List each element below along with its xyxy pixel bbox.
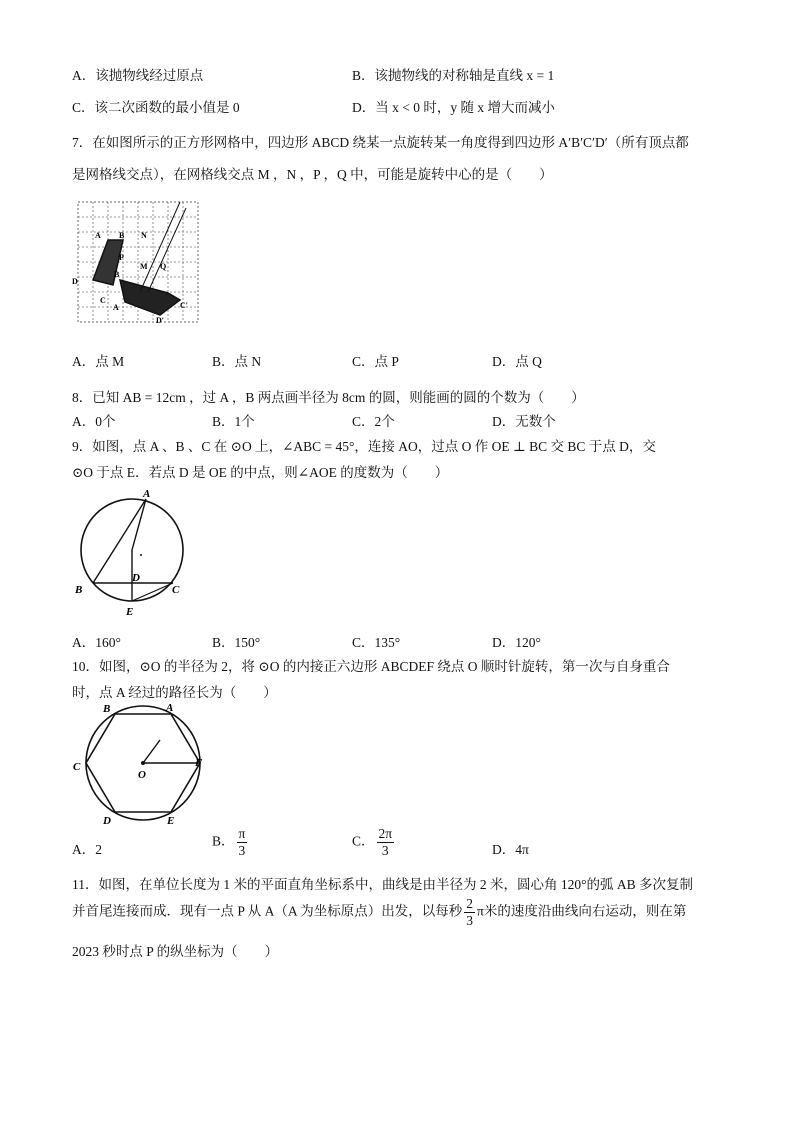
q10-radius-oa-part [143, 740, 160, 763]
q10-label-e: E [167, 815, 175, 825]
q8-option-c: C．2个 [352, 414, 395, 429]
q10-option-c-fraction [377, 826, 395, 859]
q9-option-c: C．135° [352, 635, 401, 650]
q7-option-c: C．点 P [352, 354, 399, 369]
q9-label-b: B [75, 584, 83, 596]
q10-center-dot [141, 761, 145, 765]
q7-label-b: B [119, 231, 125, 240]
q9-label-c: C [172, 584, 180, 596]
q9-center-dot [140, 554, 142, 556]
q7-stem-line2: 是网格线交点），在网格线交点 M ，N ，P ，Q 中，可能是旋转中心的是（ ） [72, 167, 553, 182]
q9-option-d: D．120° [492, 635, 541, 650]
q6-option-a: A．该抛物线经过原点 [72, 68, 204, 83]
q9-stem-line2: ⊙O 于点 E．若点 D 是 OE 的中点，则∠AOE 的度数为（ ） [72, 465, 449, 480]
q7-option-a: A．点 M [72, 354, 125, 369]
q6-option-c: C．该二次函数的最小值是 0 [72, 100, 240, 115]
q10-label-d: D [103, 815, 111, 825]
q10-option-b-den: 3 [238, 843, 246, 858]
q7-figure [70, 200, 202, 325]
q10-option-b-prefix: B． [212, 833, 235, 849]
q7-label-p: P [119, 253, 124, 262]
q9-label-a: A [143, 488, 151, 500]
q10-stem-line1: 10．如图，⊙O 的半径为 2，将 ⊙O 的内接正六边形 ABCDEF 绕点 O 顺时针旋转，第一次与自身重合 [72, 659, 670, 674]
q9-option-b: B．150° [212, 635, 261, 650]
q10-label-a: A [166, 702, 174, 714]
q10-label-c: C [73, 761, 81, 773]
q7-option-d: D．点 Q [492, 354, 542, 369]
q7-label-d: D [72, 277, 78, 286]
q9-stem-line1: 9．如图，点 A 、B 、C 在 ⊙O 上，∠ABC = 45°，连接 AO，过点 O 作 OE ⊥ BC 交 BC 于点 D，交 [72, 439, 656, 454]
q7-label-a: A [95, 231, 101, 240]
q10-option-c-num: 2π [378, 826, 393, 841]
q11-line2-pre: 并首尾连接而成．现有一点 P 从 A（A 为坐标原点）出发，以每秒 [72, 903, 463, 919]
q7-label-c: C [100, 296, 106, 305]
q10-label-b: B [103, 703, 111, 715]
q10-stem-line2: 时，点 A 经过的路径长为（ ） [72, 685, 277, 700]
q9-segment-ba [93, 499, 146, 583]
q10-option-c [352, 826, 396, 859]
q7-label-n: N [141, 231, 147, 240]
q7-label-a-prime: A [113, 303, 119, 312]
q7-option-b: B．点 N [212, 354, 262, 369]
q10-option-b [212, 826, 249, 859]
q11-fraction [464, 896, 475, 929]
q8-option-d: D．无数个 [492, 414, 556, 429]
q9-segment-oa [132, 499, 146, 550]
q7-label-q: Q [160, 262, 167, 271]
q11-stem-line2 [72, 896, 686, 929]
q6-option-d: D．当 x < 0 时，y 随 x 增大而减小 [352, 100, 555, 115]
q10-option-a: A．2 [72, 842, 102, 857]
q11-stem-line3: 2023 秒时点 P 的纵坐标为（ ） [72, 944, 279, 959]
q10-label-f: F [195, 757, 203, 769]
q11-stem-line1: 11．如图，在单位长度为 1 米的平面直角坐标系中，曲线是由半径为 2 米，圆心角 120°的弧 AB 多次复制 [72, 877, 694, 892]
q10-option-d: D．4π [492, 842, 529, 857]
q10-option-c-den: 3 [381, 843, 389, 858]
q11-fraction-num: 2 [466, 896, 474, 911]
q7-label-c-prime: C′ [180, 301, 189, 310]
q9-option-a: A．160° [72, 635, 121, 650]
q11-line2-post: π米的速度沿曲线向右运动，则在第 [477, 903, 687, 919]
q7-stem-line1: 7．在如图所示的正方形网格中，四边形 ABCD 绕某一点旋转某一角度得到四边形 A′B′C′D′（所有顶点都 [72, 135, 689, 150]
q7-label-b-prime: B [114, 270, 120, 279]
q6-option-b: B．该抛物线的对称轴是直线 x = 1 [352, 68, 555, 83]
q8-stem: 8．已知 AB = 12cm ，过 A ，B 两点画半径为 8cm 的圆，则能画的圆的个数为（ ） [72, 390, 585, 405]
q9-figure [70, 485, 190, 620]
q10-figure [70, 700, 210, 825]
q7-label-m: M [140, 262, 148, 271]
q9-label-d: D [132, 572, 140, 584]
q8-option-a: A．0个 [72, 414, 116, 429]
q7-label-d-prime: D′ [156, 316, 165, 325]
q10-option-c-prefix: C． [352, 833, 375, 849]
q10-option-b-fraction [237, 826, 248, 859]
q8-option-b: B．1个 [212, 414, 255, 429]
q11-fraction-den: 3 [466, 913, 474, 928]
q9-label-e: E [126, 606, 134, 618]
q9-segment-ec [132, 583, 173, 601]
q10-label-o: O [138, 769, 146, 781]
q10-option-b-num: π [238, 826, 246, 841]
